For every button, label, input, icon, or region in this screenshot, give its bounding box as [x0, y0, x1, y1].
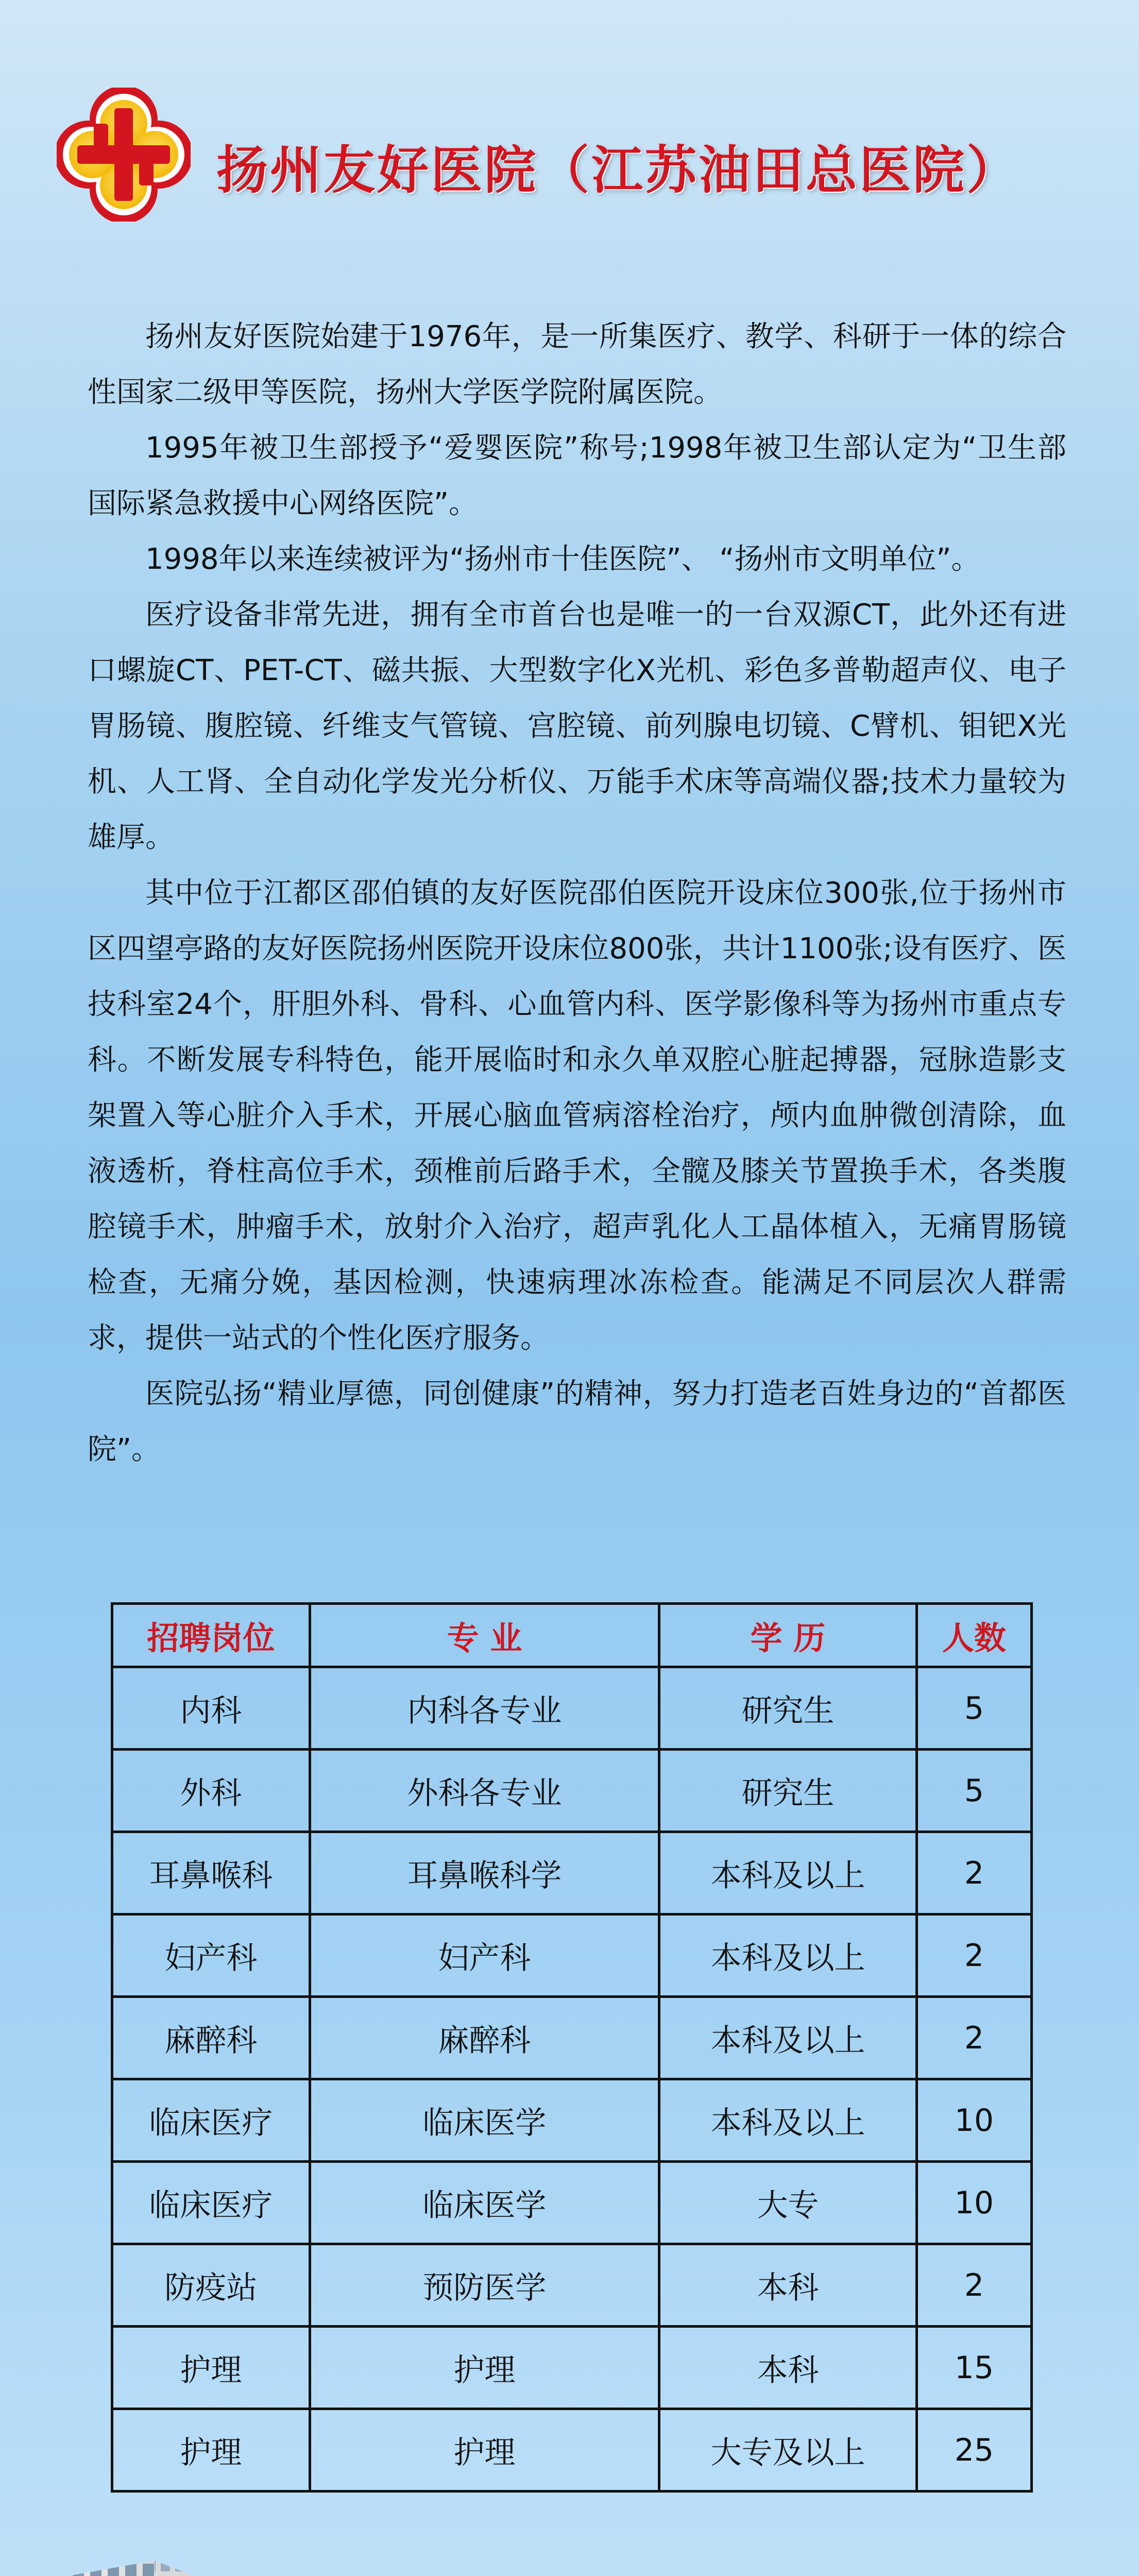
header-count: 人数 — [916, 1604, 1031, 1667]
table-header-row — [112, 1604, 1032, 1667]
cell-position: 护理 — [112, 2327, 310, 2409]
cell-education: 本科及以上 — [659, 1914, 917, 1997]
cell-education: 本科及以上 — [659, 1997, 917, 2079]
hospital-introduction — [88, 309, 1066, 1478]
cell-major: 护理 — [310, 2409, 659, 2492]
header-position: 招聘岗位 — [112, 1604, 310, 1667]
cell-education: 本科 — [659, 2327, 917, 2409]
cell-major: 内科各专业 — [310, 1667, 659, 1750]
cell-position: 防疫站 — [112, 2244, 310, 2327]
cell-major: 预防医学 — [310, 2244, 659, 2327]
cell-major: 临床医学 — [310, 2079, 659, 2162]
cell-major: 麻醉科 — [310, 1997, 659, 2079]
contact-row-address — [623, 2573, 1128, 2576]
cell-major: 临床医学 — [310, 2162, 659, 2244]
cell-education: 本科及以上 — [659, 1832, 917, 1914]
cell-position: 妇产科 — [112, 1914, 310, 1997]
cell-position: 临床医疗 — [112, 2079, 310, 2162]
table-row — [112, 1832, 1032, 1914]
table-row — [112, 1750, 1032, 1832]
cell-major: 妇产科 — [310, 1914, 659, 1997]
intro-paragraph-4: 医疗设备非常先进，拥有全市首台也是唯一的一台双源CT，此外还有进口螺旋CT、PET-CT、磁共振、大型数字化X光机、彩色多普勒超声仪、电子胃肠镜、腹腔镜、纤维支气管镜、宫腔镜、前列腺电切镜、C臂机、钼钯X光机、人工肾、全自动化学发光分析仪、万能手术床等高端仪器;技术力量较为雄厚。 — [88, 598, 1066, 854]
hospital-building-illustration — [0, 2540, 1139, 2576]
cell-education: 大专及以上 — [659, 2409, 917, 2492]
cell-count: 25 — [916, 2409, 1031, 2492]
table-row — [112, 1914, 1032, 1997]
table-row — [112, 1667, 1032, 1750]
table-row — [112, 2244, 1032, 2327]
header-education: 学 历 — [659, 1604, 917, 1667]
cell-count: 5 — [916, 1667, 1031, 1750]
cell-education: 本科及以上 — [659, 2079, 917, 2162]
table-row — [112, 2079, 1032, 2162]
cell-position: 临床医疗 — [112, 2162, 310, 2244]
contact-label — [623, 2573, 773, 2576]
cell-position: 麻醉科 — [112, 1997, 310, 2079]
page-title: 扬州友好医院（江苏油田总医院） — [216, 140, 1020, 200]
cell-count: 15 — [916, 2327, 1031, 2409]
hospital-cross-logo-icon — [57, 88, 191, 222]
cell-count: 10 — [916, 2162, 1031, 2244]
cell-count: 10 — [916, 2079, 1031, 2162]
header-major: 专 业 — [310, 1604, 659, 1667]
cell-major: 耳鼻喉科学 — [310, 1832, 659, 1914]
intro-paragraph-6: 医院弘扬“精业厚德，同创健康”的精神，努力打造老百姓身边的“首都医院”。 — [88, 1377, 1066, 1466]
table-row — [112, 2327, 1032, 2409]
cell-major: 外科各专业 — [310, 1750, 659, 1832]
cell-count: 2 — [916, 1914, 1031, 1997]
cell-education: 研究生 — [659, 1667, 917, 1750]
table-row — [112, 1997, 1032, 2079]
recruitment-table — [111, 1602, 1033, 2493]
cell-count: 2 — [916, 2244, 1031, 2327]
intro-paragraph-2: 1995年被卫生部授予“爱婴医院”称号;1998年被卫生部认定为“卫生部国际紧急救援中心网络医院”。 — [88, 431, 1066, 520]
cell-education: 研究生 — [659, 1750, 917, 1832]
cell-count: 2 — [916, 1997, 1031, 2079]
table-row — [112, 2162, 1032, 2244]
contact-info — [623, 2573, 1128, 2576]
cell-count: 5 — [916, 1750, 1031, 1832]
cell-position: 外科 — [112, 1750, 310, 1832]
cell-position: 耳鼻喉科 — [112, 1832, 310, 1914]
intro-paragraph-5: 其中位于江都区邵伯镇的友好医院邵伯医院开设床位300张,位于扬州市区四望亭路的友好医院扬州医院开设床位800张，共计1100张;设有医疗、医技科室24个，肝胆外科、骨科、心血管内科、医学影像科等为扬州市重点专科。不断发展专科特色，能开展临时和永久单双腔心脏起搏器，冠脉造影支架置入等心脏介入手术，开展心脑血管病溶栓治疗，颅内血肿微创清除，血液透析，脊柱高位手术，颈椎前后路手术，全髋及膝关节置换手术，各类腹腔镜手术，肿瘤手术，放射介入治疗，超声乳化人工晶体植入，无痛胃肠镜检查，无痛分娩，基因检测，快速病理冰冻检查。能满足不同层次人群需求，提供一站式的个性化医疗服务。 — [88, 876, 1066, 1355]
header — [0, 0, 1139, 289]
cell-position: 内科 — [112, 1667, 310, 1750]
table-row — [112, 2409, 1032, 2492]
cell-count: 2 — [916, 1832, 1031, 1914]
intro-paragraph-3: 1998年以来连续被评为“扬州市十佳医院”、 “扬州市文明单位”。 — [145, 543, 980, 576]
cell-major: 护理 — [310, 2327, 659, 2409]
cell-education: 本科 — [659, 2244, 917, 2327]
contact-address — [773, 2573, 1027, 2576]
cell-position: 护理 — [112, 2409, 310, 2492]
cell-education: 大专 — [659, 2162, 917, 2244]
intro-paragraph-1: 扬州友好医院始建于1976年，是一所集医疗、教学、科研于一体的综合性国家二级甲等医院，扬州大学医学院附属医院。 — [88, 320, 1066, 409]
